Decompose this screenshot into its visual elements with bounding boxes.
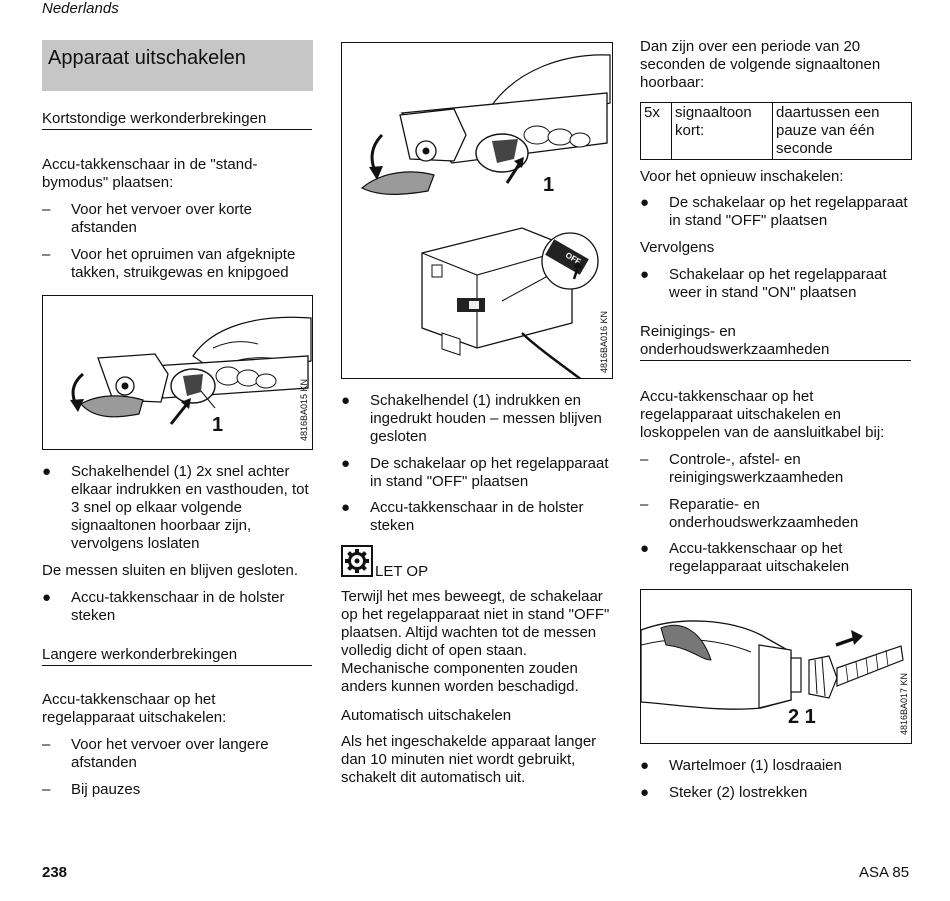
- paragraph-then: Vervolgens: [640, 239, 715, 256]
- bullet-item: ● Accu-takkenschaar in de holster steken: [42, 589, 285, 624]
- bullet-marker: ●: [42, 589, 52, 606]
- bullet-item: ● Accu-takkenschaar in de holster steken: [341, 499, 584, 534]
- figure-callout-2-1: 2 1: [788, 706, 816, 728]
- bullet-item: ● De schakelaar op het regelapparaat in stand "OFF" plaatsen: [640, 194, 908, 229]
- subheading-short-breaks: Kortstondige werkonderbrekingen: [42, 110, 312, 130]
- list-item: – Bij pauzes: [42, 781, 141, 798]
- controller-illustration: [342, 43, 613, 379]
- dash-marker: –: [42, 781, 51, 798]
- bullet-marker: ●: [640, 266, 650, 283]
- table-cell: daartussen een pauze van één seconde: [773, 103, 912, 160]
- dash-marker: –: [42, 736, 51, 753]
- dash-marker: –: [640, 451, 649, 468]
- list-item: – Voor het opruimen van afgeknipte takken, struikgewas en knipgoed: [42, 246, 296, 281]
- handle-illustration: [641, 590, 912, 744]
- bullet-item: ● Wartelmoer (1) losdraaien: [640, 757, 842, 774]
- model-name: ASA 85: [859, 864, 910, 881]
- paragraph-reenable: Voor het opnieuw inschakelen:: [640, 168, 844, 185]
- table-cell: signaaltoon kort:: [672, 103, 773, 160]
- figure-controller-off: [341, 42, 613, 379]
- section-title-box: [42, 40, 313, 91]
- bullet-marker: ●: [640, 784, 650, 801]
- signal-table: [640, 102, 912, 160]
- dash-marker: –: [640, 496, 649, 513]
- bullet-item: ● De schakelaar op het regelapparaat in stand "OFF" plaatsen: [341, 455, 609, 490]
- page-language: Nederlands: [42, 0, 119, 17]
- section-title: Apparaat uitschakelen: [48, 47, 246, 69]
- subheading-long-breaks: Langere werkonderbrekingen: [42, 646, 312, 666]
- paragraph-standby: Accu-takkenschaar in de "stand-bymodus" plaatsen:: [42, 156, 258, 191]
- dash-marker: –: [42, 201, 51, 218]
- bullet-marker: ●: [640, 540, 650, 557]
- pruner-illustration: [43, 296, 313, 450]
- paragraph-disconnect: Accu-takkenschaar op het regelapparaat uitschakelen en loskoppelen van de aansluitkabel bij:: [640, 388, 885, 441]
- subheading-auto-off: Automatisch uitschakelen: [341, 707, 512, 724]
- paragraph-auto-off: Als het ingeschakelde apparaat langer dan 10 minuten niet wordt gebruikt, schakelt dit automatisch uit.: [341, 733, 597, 786]
- bullet-marker: ●: [640, 757, 650, 774]
- list-item: – Reparatie- en onderhoudswerkzaamheden: [640, 496, 859, 531]
- paragraph-switch-off: Accu-takkenschaar op het regelapparaat uitschakelen:: [42, 691, 227, 726]
- off-label: OFF: [563, 250, 583, 267]
- paragraph-signal-tones: Dan zijn over een periode van 20 seconden de volgende signaaltonen hoorbaar:: [640, 38, 881, 91]
- figure-callout-1: 1: [212, 414, 224, 436]
- bullet-item: ● Schakelhendel (1) indrukken en ingedrukt houden – messen blijven gesloten: [341, 392, 602, 445]
- bullet-item: ● Accu-takkenschaar op het regelapparaat uitschakelen: [640, 540, 850, 575]
- bullet-marker: ●: [341, 455, 351, 472]
- bullet-marker: ●: [341, 392, 351, 409]
- table-row: [641, 103, 912, 160]
- page-number: 238: [42, 864, 68, 881]
- bullet-item: ● Steker (2) lostrekken: [640, 784, 808, 801]
- bullet-item: ● Schakelhendel (1) 2x snel achter elkaar indrukken en vasthouden, tot 3 snel op elkaar volgende signaaltonen hoorbaar zijn, vervolgens loslaten: [42, 463, 309, 552]
- bullet-marker: ●: [42, 463, 52, 480]
- paragraph-blades-closed: De messen sluiten en blijven gesloten.: [42, 562, 298, 579]
- bullet-marker: ●: [640, 194, 650, 211]
- bullet-marker: ●: [341, 499, 351, 516]
- figure-code: 4816BA017 KN: [899, 672, 909, 735]
- notice-text: Terwijl het mes beweegt, de schakelaar op het regelapparaat niet in stand "OFF" plaatsen. Altijd wachten tot de messen volledig dicht of open staan. Mechanische componenten zouden anders kunnen worden beschadigd.: [341, 588, 610, 695]
- figure-cable-connector: [640, 589, 912, 744]
- dash-marker: –: [42, 246, 51, 263]
- figure-callout-1: 1: [543, 174, 555, 196]
- table-cell: 5x: [641, 103, 672, 160]
- subheading-maintenance: Reinigings- en onderhoudswerkzaamheden: [640, 323, 911, 361]
- bullet-item: ● Schakelaar op het regelapparaat weer in stand "ON" plaatsen: [640, 266, 887, 301]
- list-item: – Controle-, afstel- en reinigingswerkzaamheden: [640, 451, 844, 486]
- notice-label: LET OP: [375, 563, 429, 580]
- gear-icon: [341, 545, 373, 577]
- list-item: – Voor het vervoer over langere afstanden: [42, 736, 269, 771]
- list-item: – Voor het vervoer over korte afstanden: [42, 201, 252, 236]
- figure-pruner-trigger: [42, 295, 313, 450]
- figure-code: 4816BA015 KN: [299, 378, 309, 441]
- figure-code: 4816BA016 KN: [599, 310, 609, 373]
